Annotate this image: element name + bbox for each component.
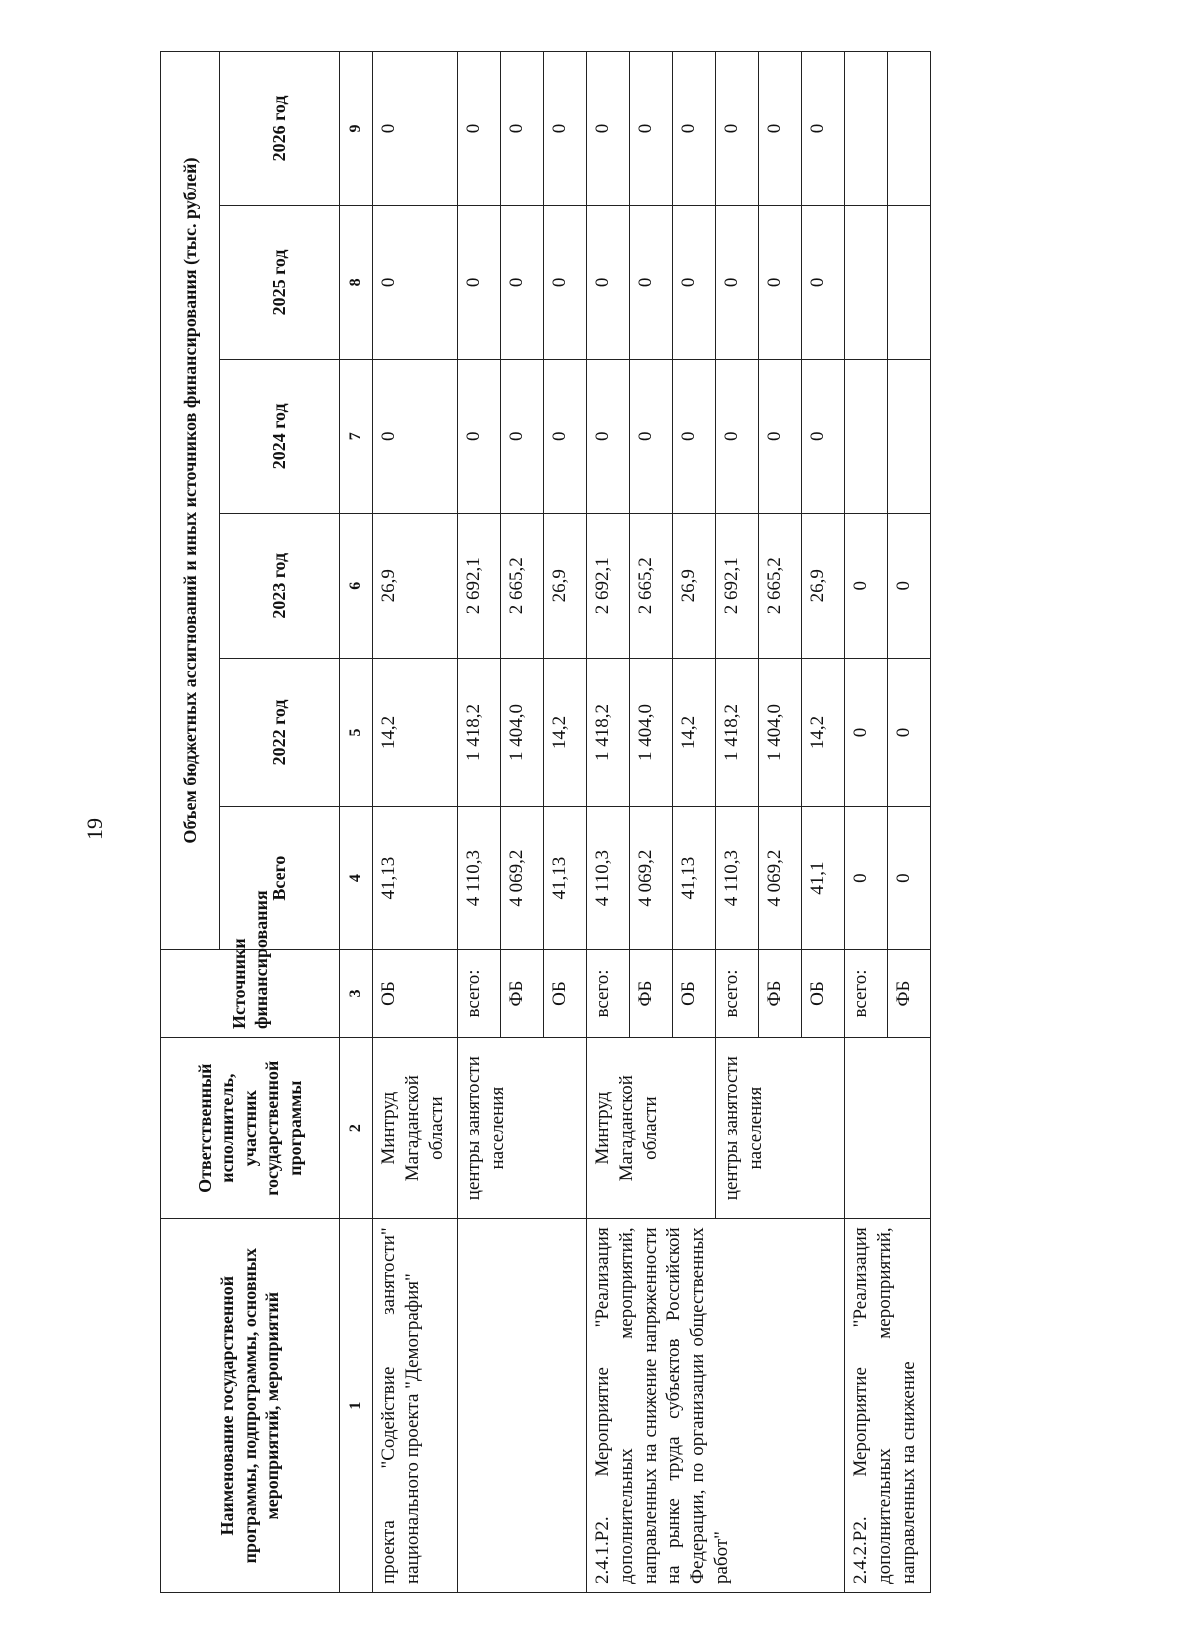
value-2025: 0 — [587, 205, 630, 359]
funding-source: ФБ — [501, 950, 544, 1038]
value-2022: 1 404,0 — [630, 658, 673, 806]
column-number: 5 — [340, 658, 373, 806]
funding-source: ОБ — [673, 950, 716, 1038]
value-2025: 0 — [716, 205, 759, 359]
value-2026: 0 — [673, 52, 716, 206]
value-total: 41,13 — [373, 807, 458, 950]
value-2024: 0 — [544, 359, 587, 513]
value-2024: 0 — [759, 359, 802, 513]
header-year: 2024 год — [220, 359, 340, 513]
column-number: 8 — [340, 205, 373, 359]
activity-name: проекта "Содействие занятости" национального проекта "Демография" — [373, 1219, 458, 1593]
header-name: Наименование государственной программы, подпрограммы, основных мероприятий, мероприятий — [161, 1219, 340, 1593]
value-2022: 1 404,0 — [759, 658, 802, 806]
responsible-executor — [845, 1037, 931, 1218]
header-responsible: Ответственный исполнитель, участник государственной программы — [161, 1037, 340, 1218]
value-2023: 0 — [845, 513, 888, 658]
value-total: 4 110,3 — [716, 807, 759, 950]
header-year: 2026 год — [220, 52, 340, 206]
value-2023: 26,9 — [673, 513, 716, 658]
value-2022: 1 404,0 — [501, 658, 544, 806]
value-2022: 0 — [888, 658, 931, 806]
value-2023: 2 692,1 — [587, 513, 630, 658]
value-2023: 2 692,1 — [716, 513, 759, 658]
funding-source: ОБ — [544, 950, 587, 1038]
value-total: 4 069,2 — [630, 807, 673, 950]
value-2023: 0 — [888, 513, 931, 658]
funding-source: всего: — [845, 950, 888, 1038]
value-2026: 0 — [802, 52, 845, 206]
value-2024: 0 — [373, 359, 458, 513]
value-2024 — [888, 359, 931, 513]
header-year: 2025 год — [220, 205, 340, 359]
responsible-executor: Минтруд Магаданской области — [587, 1037, 716, 1218]
value-total: 41,13 — [544, 807, 587, 950]
responsible-executor: центры занятости населения — [716, 1037, 845, 1218]
value-2026: 0 — [458, 52, 501, 206]
column-number: 2 — [340, 1037, 373, 1218]
value-2026: 0 — [544, 52, 587, 206]
value-2024 — [845, 359, 888, 513]
rotated-table-container — [160, 51, 1010, 1593]
value-2024: 0 — [716, 359, 759, 513]
responsible-executor: Минтруд Магаданской области — [373, 1037, 458, 1218]
header-source: Источники финансирования — [161, 950, 340, 1038]
column-number: 3 — [340, 950, 373, 1038]
value-2025: 0 — [673, 205, 716, 359]
value-2022: 1 418,2 — [587, 658, 630, 806]
value-total: 4 069,2 — [501, 807, 544, 950]
page-number: 19 — [82, 818, 107, 840]
value-2025: 0 — [759, 205, 802, 359]
column-number: 7 — [340, 359, 373, 513]
value-2023: 2 665,2 — [501, 513, 544, 658]
column-number: 6 — [340, 513, 373, 658]
value-total: 41,1 — [802, 807, 845, 950]
funding-source: ФБ — [888, 950, 931, 1038]
value-2025: 0 — [373, 205, 458, 359]
header-volume: Объем бюджетных ассигнований и иных источников финансирования (тыс. рублей) — [161, 52, 220, 950]
column-number: 1 — [340, 1219, 373, 1593]
header-year: 2023 год — [220, 513, 340, 658]
funding-source: ОБ — [802, 950, 845, 1038]
funding-source: всего: — [587, 950, 630, 1038]
value-2024: 0 — [501, 359, 544, 513]
value-2026: 0 — [373, 52, 458, 206]
value-2022: 14,2 — [544, 658, 587, 806]
activity-name-empty — [458, 1219, 587, 1593]
value-2023: 2 665,2 — [630, 513, 673, 658]
value-2025: 0 — [501, 205, 544, 359]
value-total: 0 — [845, 807, 888, 950]
value-2023: 26,9 — [373, 513, 458, 658]
value-total: 4 110,3 — [458, 807, 501, 950]
activity-name: 2.4.2.Р2. Мероприятие "Реализация дополнительных мероприятий, направленных на снижение — [845, 1219, 931, 1593]
funding-source: всего: — [458, 950, 501, 1038]
value-2025: 0 — [802, 205, 845, 359]
value-total: 4 069,2 — [759, 807, 802, 950]
value-2024: 0 — [673, 359, 716, 513]
responsible-executor: центры занятости населения — [458, 1037, 587, 1218]
value-2026 — [845, 52, 888, 206]
funding-source: ФБ — [759, 950, 802, 1038]
value-2025: 0 — [544, 205, 587, 359]
header-year: Всего — [220, 807, 340, 950]
value-2025 — [845, 205, 888, 359]
value-2022: 1 418,2 — [716, 658, 759, 806]
value-total: 0 — [888, 807, 931, 950]
funding-source: ОБ — [373, 950, 458, 1038]
value-2022: 14,2 — [373, 658, 458, 806]
value-2024: 0 — [802, 359, 845, 513]
value-2025: 0 — [458, 205, 501, 359]
value-2026 — [888, 52, 931, 206]
value-2024: 0 — [458, 359, 501, 513]
value-2026: 0 — [630, 52, 673, 206]
value-2023: 26,9 — [802, 513, 845, 658]
value-2026: 0 — [759, 52, 802, 206]
value-2022: 14,2 — [673, 658, 716, 806]
activity-name: 2.4.1.Р2. Мероприятие "Реализация дополнительных мероприятий, направленных на снижение напряженности на рынке труда субъектов Российской Федерации, по организации общественных работ" — [587, 1219, 845, 1593]
value-2022: 14,2 — [802, 658, 845, 806]
funding-source: всего: — [716, 950, 759, 1038]
funding-source: ФБ — [630, 950, 673, 1038]
value-2023: 2 692,1 — [458, 513, 501, 658]
value-2022: 1 418,2 — [458, 658, 501, 806]
value-2024: 0 — [630, 359, 673, 513]
column-number: 9 — [340, 52, 373, 206]
value-total: 4 110,3 — [587, 807, 630, 950]
value-2025 — [888, 205, 931, 359]
column-number: 4 — [340, 807, 373, 950]
value-2023: 2 665,2 — [759, 513, 802, 658]
financing-table — [160, 51, 931, 1593]
value-2026: 0 — [501, 52, 544, 206]
value-2023: 26,9 — [544, 513, 587, 658]
value-2026: 0 — [587, 52, 630, 206]
value-total: 41,13 — [673, 807, 716, 950]
value-2024: 0 — [587, 359, 630, 513]
header-year: 2022 год — [220, 658, 340, 806]
value-2022: 0 — [845, 658, 888, 806]
value-2025: 0 — [630, 205, 673, 359]
value-2026: 0 — [716, 52, 759, 206]
